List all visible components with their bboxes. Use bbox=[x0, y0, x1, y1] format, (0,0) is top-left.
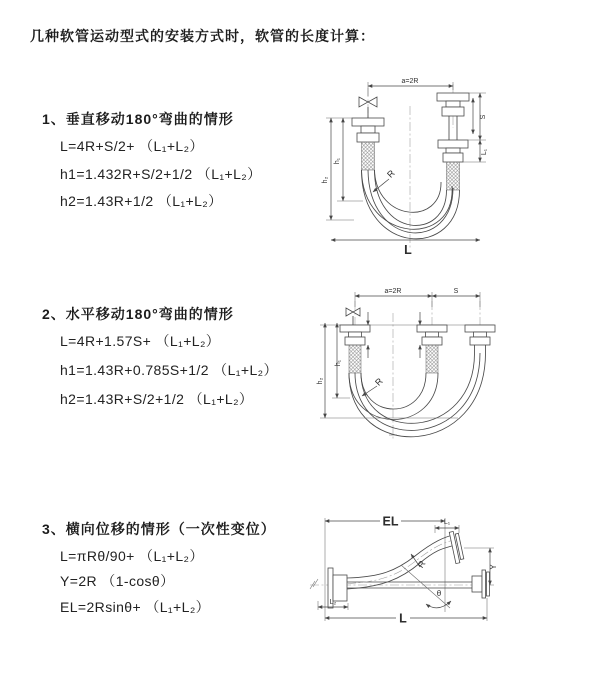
displaced-flange bbox=[449, 530, 464, 563]
hose-u-bend bbox=[362, 170, 460, 239]
dim-label-s: S bbox=[453, 288, 459, 295]
section-3-heading: 3、横向位移的情形（一次性变位） bbox=[42, 521, 276, 537]
dim-label-l-total: L bbox=[399, 611, 407, 626]
diagram-horizontal-move bbox=[308, 283, 600, 461]
dim-label-s: S bbox=[480, 114, 487, 120]
dim-label-a2r: a=2R bbox=[401, 78, 419, 85]
dim-label-h2: h₂ bbox=[317, 377, 324, 385]
hose-braid bbox=[447, 162, 460, 190]
diagram-lateral-displacement bbox=[298, 503, 600, 653]
dim-label-a2r: a=2R bbox=[384, 288, 402, 295]
dim-l1 bbox=[480, 140, 488, 162]
dim-label-r: R bbox=[373, 376, 385, 388]
hose-braid bbox=[349, 345, 361, 373]
dim-label-h1: h₁ bbox=[335, 359, 342, 367]
dim-a-2r bbox=[355, 288, 480, 307]
hose-u-bend bbox=[349, 353, 486, 437]
left-hose-fitting bbox=[340, 325, 370, 373]
section-2-heading: 2、水平移动180°弯曲的情形 bbox=[42, 306, 234, 322]
dim-label-l2: L₂ bbox=[329, 599, 337, 606]
hose-s-curve bbox=[347, 535, 455, 589]
section-2-formula-h2: h2=1.43R+S/2+1/2 （L₁+L₂） bbox=[60, 391, 254, 407]
section-3-formula-L: L=πRθ/90+ （L₁+L₂） bbox=[60, 548, 204, 564]
dim-l bbox=[325, 598, 487, 626]
section-3-formula-EL: EL=2Rsinθ+ （L₁+L₂） bbox=[60, 599, 211, 615]
hose-braid bbox=[362, 142, 375, 170]
section-1-heading: 1、垂直移动180°弯曲的情形 bbox=[42, 111, 234, 127]
dim-label-h1: h₁ bbox=[334, 157, 341, 165]
dim-label-l1: L₁ bbox=[443, 519, 451, 526]
dim-label-l1: L₁ bbox=[481, 148, 488, 156]
dim-l bbox=[331, 240, 480, 257]
dim-label-l-total: L bbox=[404, 243, 412, 257]
fitting-length-arrows bbox=[368, 312, 420, 358]
dim-h1 bbox=[326, 118, 363, 201]
section-1-formula-L: L=4R+S/2+ （L₁+L₂） bbox=[60, 138, 204, 154]
section-1-formula-h1: h1=1.432R+S/2+1/2 （L₁+L₂） bbox=[60, 166, 262, 182]
hose-braid bbox=[426, 345, 438, 373]
left-hose-fitting bbox=[352, 118, 384, 170]
original-position-pipe bbox=[347, 570, 490, 598]
angle-theta bbox=[401, 565, 451, 608]
diagram-vertical-move bbox=[308, 68, 593, 273]
dim-s bbox=[432, 288, 480, 296]
dim-h1 bbox=[332, 323, 350, 398]
section-1-formula-h2: h2=1.43R+1/2 （L₁+L₂） bbox=[60, 193, 223, 209]
right-hose-fitting bbox=[465, 325, 495, 353]
centerlines bbox=[355, 301, 480, 439]
dim-label-theta: θ bbox=[436, 589, 442, 598]
dim-label-r: R bbox=[415, 558, 428, 570]
radius-leader bbox=[411, 554, 428, 570]
dim-label-el: EL bbox=[382, 514, 399, 529]
section-2-formula-h1: h1=1.43R+0.785S+1/2 （L₁+L₂） bbox=[60, 362, 278, 378]
section-3-formula-Y: Y=2R （1-cosθ） bbox=[60, 573, 175, 589]
dim-h2 bbox=[322, 118, 354, 220]
section-2-formula-L: L=4R+1.57S+ （L₁+L₂） bbox=[60, 333, 221, 349]
dim-label-h2: h₂ bbox=[322, 176, 329, 184]
valve-icon bbox=[346, 308, 360, 325]
right-hose-fitting bbox=[437, 93, 469, 190]
middle-hose-fitting bbox=[417, 325, 447, 373]
page-title: 几种软管运动型式的安装方式时，软管的长度计算： bbox=[30, 28, 375, 44]
dim-label-r: R bbox=[385, 168, 397, 180]
dim-label-y: Y bbox=[489, 564, 498, 570]
dim-el bbox=[325, 515, 445, 529]
